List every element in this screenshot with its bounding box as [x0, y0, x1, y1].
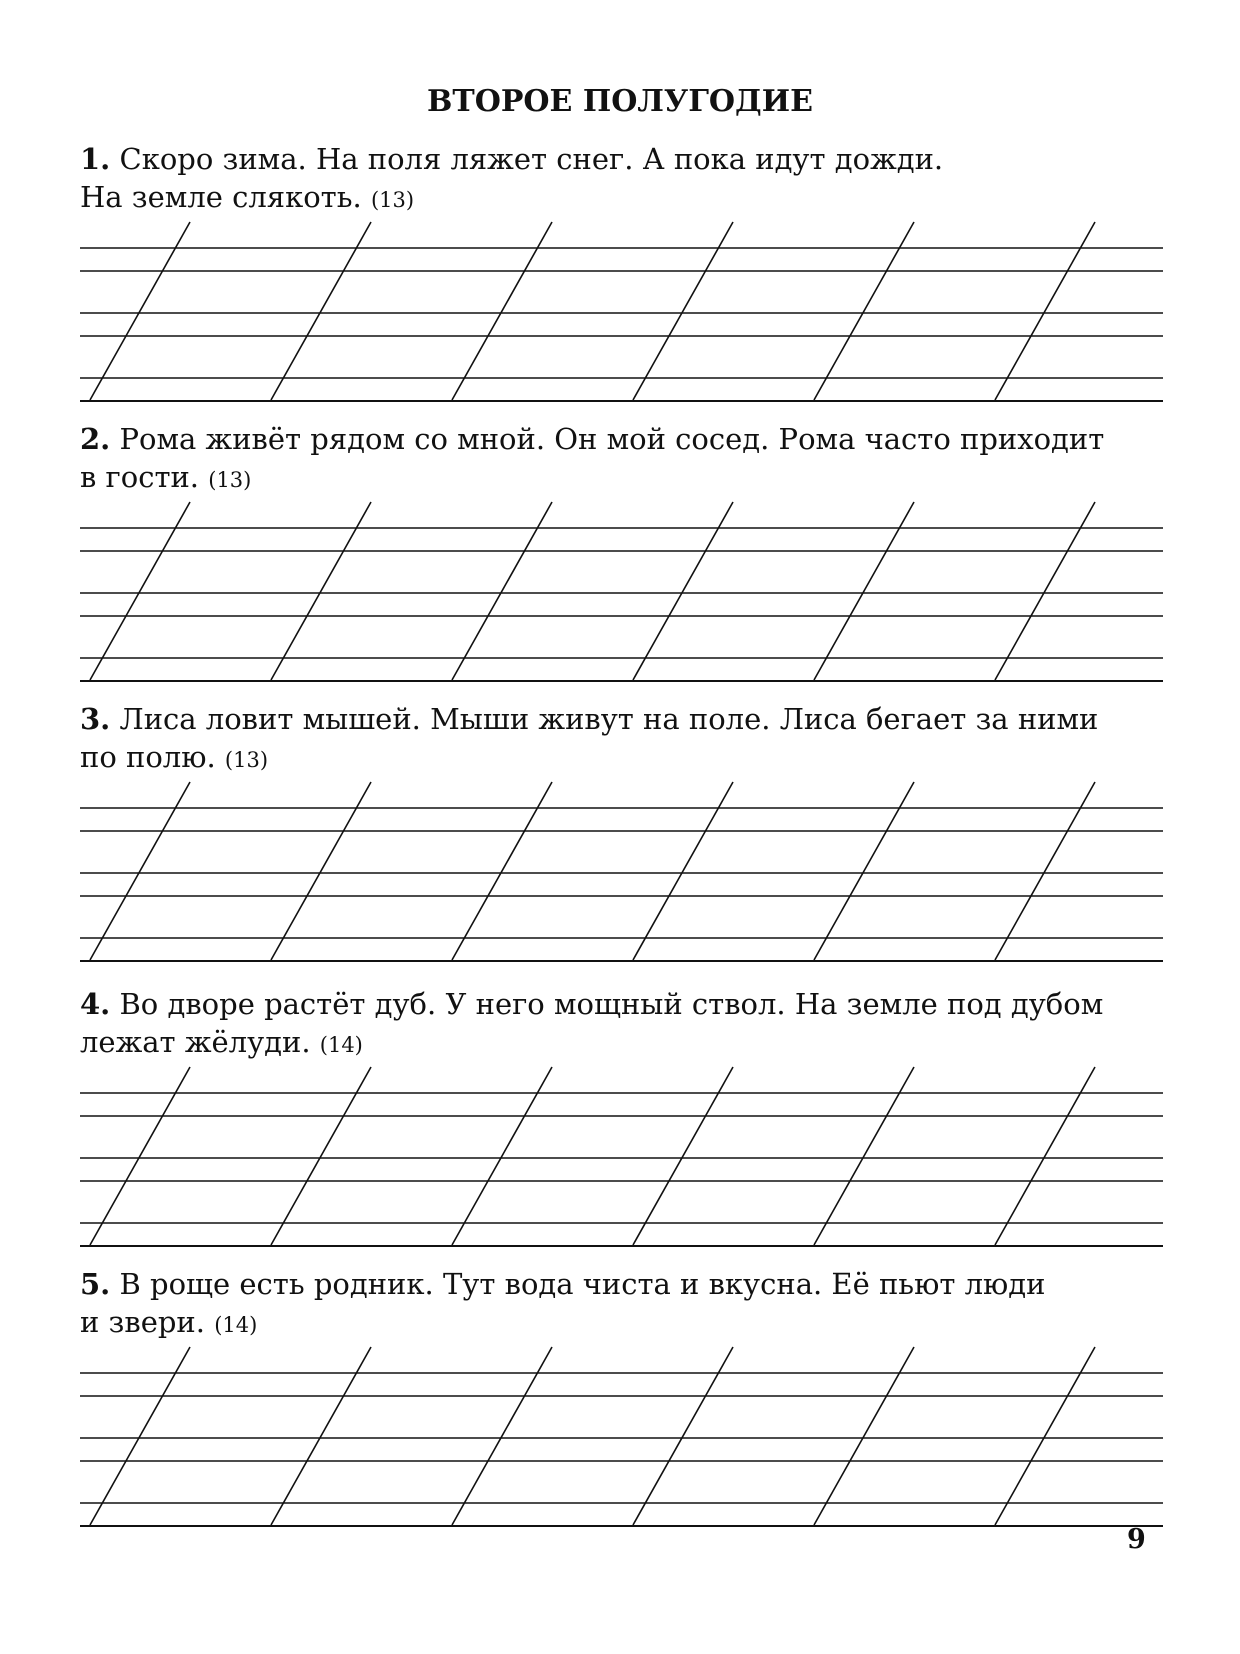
exercise-2-line-2 [80, 458, 1170, 499]
exercise-1-number: 1. [80, 142, 111, 176]
exercise-4-writing-lines[interactable] [80, 1067, 1163, 1247]
exercise-2-writing-lines[interactable] [80, 502, 1163, 682]
exercise-4-line-2 [80, 1023, 1170, 1064]
exercise-5-number: 5. [80, 1267, 111, 1301]
exercise-3-sentence-b: по полю. [80, 740, 216, 774]
exercise-1-text [80, 140, 1170, 219]
exercise-4-sentence-a: Во дворе растёт дуб. У него мощный ствол. На земле под дубом [110, 987, 1104, 1021]
exercise-3-word-count: (13) [224, 748, 269, 772]
exercise-1-writing-lines[interactable] [80, 222, 1163, 402]
exercise-1-word-count: (13) [370, 188, 415, 212]
exercise-3-sentence-a: Лиса ловит мышей. Мыши живут на поле. Лиса бегает за ними [110, 702, 1099, 736]
exercise-5-word-count: (14) [214, 1313, 258, 1337]
exercise-1-sentence-b: На земле слякоть. [80, 180, 362, 214]
exercise-4-text [80, 985, 1170, 1064]
exercise-2-sentence-a: Рома живёт рядом со мной. Он мой сосед. Рома часто приходит [110, 422, 1105, 456]
exercise-4-number: 4. [80, 987, 111, 1021]
exercise-3-number: 3. [80, 702, 111, 736]
exercise-2-number: 2. [80, 422, 111, 456]
exercise-5-line-2 [80, 1303, 1170, 1344]
page-number: 9 [1127, 1524, 1146, 1555]
exercise-5-sentence-b: и звери. [80, 1305, 205, 1339]
exercise-3-line-1 [80, 700, 1170, 738]
exercise-1-line-1 [80, 140, 1170, 178]
exercise-4-word-count: (14) [319, 1033, 363, 1057]
exercise-3-writing-lines[interactable] [80, 782, 1163, 962]
exercise-3-line-2 [80, 738, 1170, 779]
exercise-3-text [80, 700, 1170, 779]
exercise-5-line-1 [80, 1265, 1170, 1303]
exercise-5-writing-lines[interactable] [80, 1347, 1163, 1527]
exercise-2-sentence-b: в гости. [80, 460, 200, 494]
exercise-1-line-2 [80, 178, 1170, 219]
exercise-2-line-1 [80, 420, 1170, 458]
exercise-5-text [80, 1265, 1170, 1344]
exercise-2-text [80, 420, 1170, 499]
exercise-1-sentence-a: Скоро зима. На поля ляжет снег. А пока идут дожди. [110, 142, 944, 176]
exercise-5-sentence-a: В роще есть родник. Тут вода чиста и вкусна. Её пьют люди [110, 1267, 1046, 1301]
exercise-4-line-1 [80, 985, 1170, 1023]
exercise-4-sentence-b: лежат жёлуди. [80, 1025, 311, 1059]
page-title: ВТОРОЕ ПОЛУГОДИЕ [427, 84, 813, 119]
exercise-2-word-count: (13) [208, 468, 252, 492]
